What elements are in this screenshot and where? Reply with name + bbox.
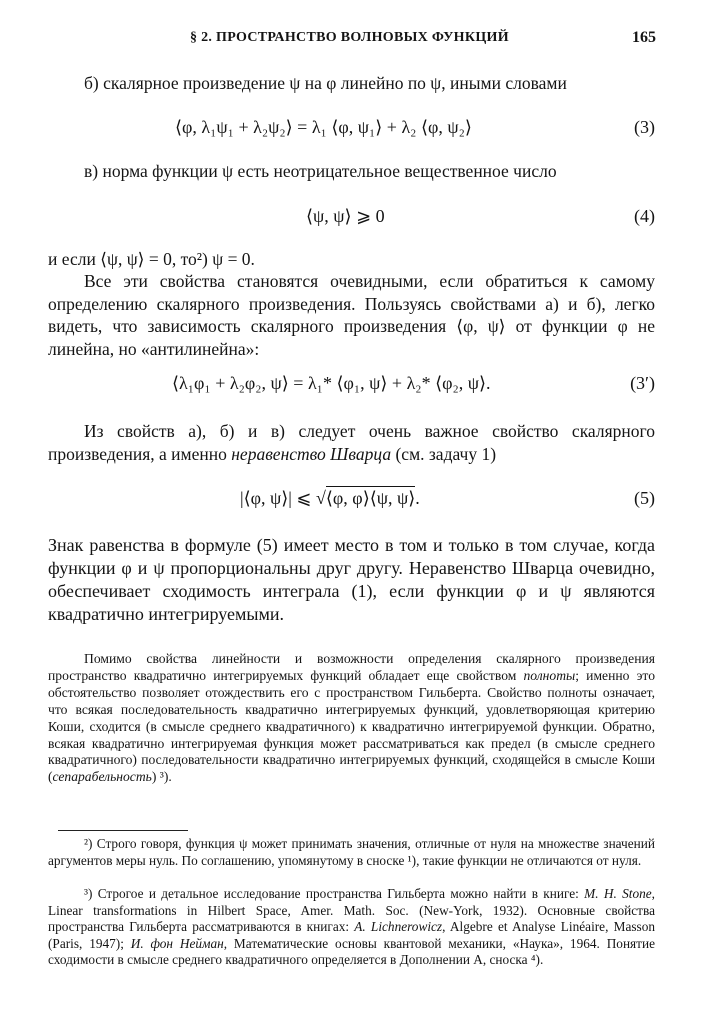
item-b	[48, 72, 655, 95]
small-paragraph-text	[48, 651, 655, 786]
equality-text: Знак равенства в формуле (5) имеет место в том и только в том случае, когда функции φ и ψ пропорциональны друг другу. Неравенство Шварца очевидно, обеспечивает сходимость интеграла (1), если функции φ и ψ являются квадратично интегрируемыми.	[48, 535, 655, 624]
footnote-2-text: ²) Строго говоря, функция ψ может принимать значения, отличные от нуля на множестве значений аргументов меры нуль. По соглашению, упомянутому в сноске ¹), такие функции не отличаются от нуля.	[48, 836, 655, 868]
paragraph-antilinear	[48, 270, 655, 360]
footnote-3	[48, 886, 655, 969]
item-c-after: и если ⟨ψ, ψ⟩ = 0, то²) ψ = 0.	[48, 249, 255, 269]
small-term-completeness: полноты	[523, 667, 576, 683]
fn3-author-neumann: И. фон Нейман	[130, 935, 224, 951]
small-part2: ; именно это обстоятельство позволяет отождествить его с пространством Гильберта. Свойство полноты означает, что всякая последовательность квадратично интегрируемых функций, удовлетворяющая критерию Коши, сходится (в смысле среднего квадратичного) к квадратично интегрируемой функции. Обратно, всякая квадратично интегрируемая функция может рассматриваться как предел (в смысле среднего квадратичного) последовательности квадратично интегрируемых функций, сходящейся в смысле Коши (	[48, 667, 655, 785]
footnote-2	[48, 836, 655, 869]
schwarz-term: неравенство Шварца	[231, 443, 392, 464]
schwarz-text-after: (см. задачу 1)	[391, 443, 497, 464]
antilinear-text: Все эти свойства становятся очевидными, если обратиться к самому определению скалярного произведения. Пользуясь свойствами а) и б), легко видеть, что зависимость скалярного произведения ⟨φ, ψ⟩ от функции φ не линейна, но «антилинейна»:	[48, 271, 655, 359]
equation-5-radicand: ⟨φ, φ⟩⟨ψ, ψ⟩	[325, 488, 416, 508]
fn3-part-d: , Математические основы квантовой механики, «Наука», 1964. Понятие сходимости в смысле среднего квадратичного определяется в Дополнении А, сноска ⁴).	[48, 935, 656, 968]
fn3-author-stone: M. H. Stone	[584, 886, 652, 901]
header-title: § 2. ПРОСТРАНСТВО ВОЛНОВЫХ ФУНКЦИЙ	[190, 30, 509, 45]
equation-4: ⟨ψ, ψ⟩ ⩾ 0	[306, 206, 385, 226]
schwarz-text-before: Из свойств а), б) и в) следует очень важное свойство скалярного произведения, а именно	[48, 421, 655, 464]
item-b-text: б) скалярное произведение ψ на φ линейно по ψ, иными словами	[84, 73, 567, 93]
small-paragraph	[48, 651, 655, 786]
page-number: 165	[632, 29, 656, 46]
fn3-part-a: ³) Строгое и детальное исследование пространства Гильберта можно найти в книге:	[84, 886, 585, 901]
equation-3-prime: ⟨λ₁φ₁ + λ₂φ₂, ψ⟩ = λ₁* ⟨φ₁, ψ⟩ + λ₂* ⟨φ₂, ψ⟩.	[172, 373, 491, 393]
footnote-separator	[58, 830, 188, 831]
small-part1: Помимо свойства линейности и возможности определения скалярного произведения пространство квадратично интегрируемых функций обладает еще свойством	[48, 651, 655, 683]
sqrt-sign: √	[316, 488, 326, 508]
running-header	[95, 30, 656, 52]
small-part3: ) ³).	[151, 769, 172, 785]
equation-5	[240, 488, 420, 509]
schwarz-text	[48, 420, 655, 465]
equation-3: ⟨φ, λ₁ψ₁ + λ₂ψ₂⟩ = λ₁ ⟨φ, ψ₁⟩ + λ₂ ⟨φ, ψ₂⟩	[175, 117, 472, 137]
paragraph-equality	[48, 534, 655, 626]
item-c-continuation	[48, 248, 655, 271]
equation-3-number: (3)	[634, 117, 655, 137]
item-c-text: в) норма функции ψ есть неотрицательное вещественное число	[84, 161, 557, 181]
small-term-separability: сепарабельность	[52, 769, 152, 785]
fn3-part-b: , Linear transformations in Hilbert Space, Amer. Math. Soc. (New-York, 1932). Основные свойства пространства Гильберта рассматриваются в книгах:	[48, 886, 655, 935]
fn3-part-c: , Algebre et Analyse Linéaire, Masson (Paris, 1947);	[48, 919, 655, 951]
paragraph-schwarz	[48, 420, 655, 465]
equation-5-number: (5)	[634, 488, 655, 508]
item-c	[48, 160, 655, 183]
fn3-author-lichnerowicz: A. Lichnerowicz	[354, 919, 443, 935]
equation-5-left: |⟨φ, ψ⟩| ⩽	[240, 488, 316, 508]
equation-4-number: (4)	[634, 206, 655, 226]
footnote-3-text	[48, 886, 655, 969]
equation-3-prime-number: (3′)	[630, 373, 655, 393]
equation-5-end: .	[415, 488, 420, 508]
